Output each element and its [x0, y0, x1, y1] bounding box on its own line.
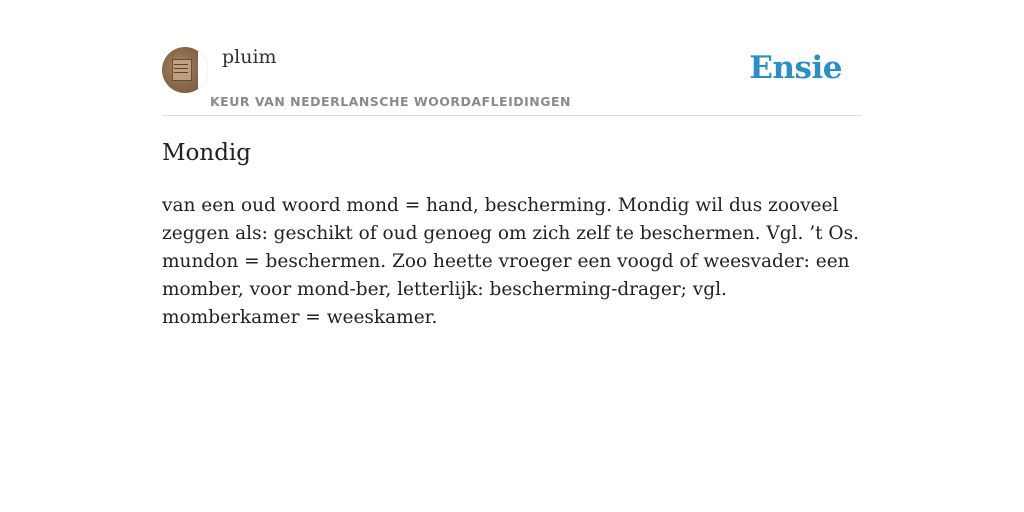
book-cover-line	[174, 64, 188, 65]
entry-header	[162, 40, 862, 116]
user-avatar[interactable]	[162, 47, 208, 93]
book-cover-line	[174, 72, 188, 73]
avatar-mask	[198, 47, 208, 93]
ensie-logo[interactable]: Ensie	[749, 50, 842, 86]
source-link[interactable]: KEUR VAN NEDERLANSCHE WOORDAFLEIDINGEN	[210, 94, 571, 109]
entry-definition: van een oud woord mond = hand, bescherming. Mondig wil dus zooveel zeggen als: geschikt of oud genoeg om zich zelf te beschermen. Vgl. ’t Os. mundon = beschermen. Zoo heette vroeger een voogd of weesvader: een momber, voor mond-ber, letterlijk: bescherming-drager; vgl. momberkamer = weeskamer.	[162, 195, 859, 328]
username-link[interactable]: pluim	[222, 46, 277, 68]
entry-title: Mondig	[162, 140, 252, 166]
book-cover-line	[174, 68, 188, 69]
book-cover-icon	[172, 59, 192, 81]
